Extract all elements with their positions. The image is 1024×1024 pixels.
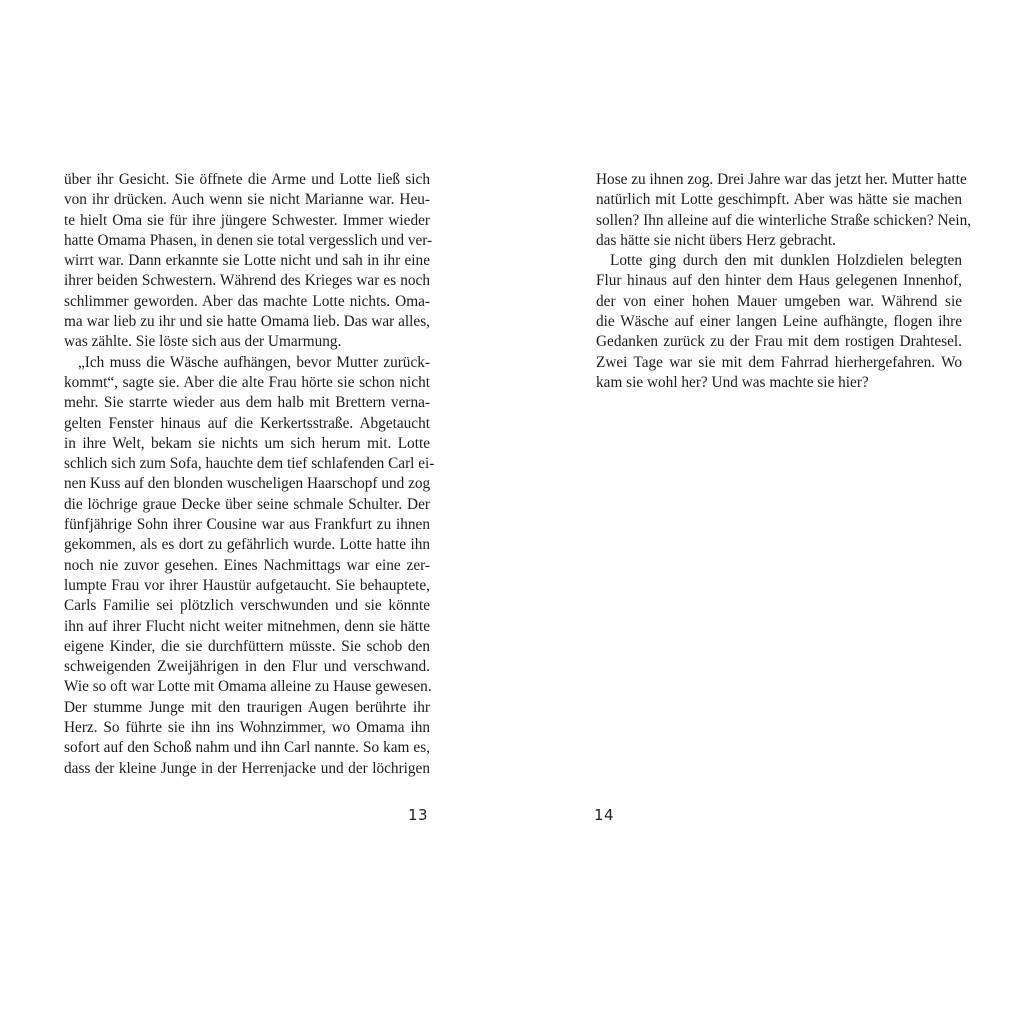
text-line: nen Kuss auf den blonden wuscheligen Haarschopf und zog: [64, 475, 431, 493]
text-line: gekommen, als es dort zu gefährlich wurde. Lotte hatte ihn: [64, 536, 430, 554]
text-line: schlimmer geworden. Aber das machte Lotte nichts. Oma-: [64, 292, 430, 310]
text-line: sofort auf den Schoß nahm und ihn Carl nannte. So kam es,: [64, 739, 430, 757]
text-line: Gedanken zurück zu der Frau mit dem rostigen Drahtesel.: [596, 333, 962, 351]
text-line: dass der kleine Junge in der Herrenjacke und der löchrigen: [64, 759, 430, 777]
text-line: Wie so oft war Lotte mit Omama alleine zu Hause gewesen.: [64, 678, 432, 696]
text-line: hatte Omama Phasen, in denen sie total vergesslich und ver-: [64, 231, 433, 249]
text-line: sollen? Ihn alleine auf die winterliche Straße schicken? Nein,: [596, 211, 972, 229]
right-page-text: [596, 170, 972, 393]
text-line: in ihre Welt, bekam sie nichts um sich herum mit. Lotte: [64, 434, 430, 452]
page-number-left: 13: [408, 806, 429, 824]
text-line: noch nie zuvor gesehen. Eines Nachmittags war eine zer-: [64, 556, 430, 574]
text-line: Herz. So führte sie ihn ins Wohnzimmer, wo Omama ihn: [64, 719, 430, 737]
text-line: von ihr drücken. Auch wenn sie nicht Marianne war. Heu-: [64, 191, 430, 209]
text-line: Der stumme Junge mit den traurigen Augen berührte ihr: [64, 698, 430, 716]
text-line: schweigenden Zweijährigen in den Flur und verschwand.: [64, 658, 430, 676]
text-line: fünfjährige Sohn ihrer Cousine war aus Frankfurt zu ihnen: [64, 516, 430, 534]
text-line: die löchrige graue Decke über seine schmale Schulter. Der: [64, 495, 430, 513]
text-line: Lotte ging durch den mit dunklen Holzdielen belegten: [610, 252, 962, 270]
text-line: der von einer hohen Mauer umgeben war. Während sie: [596, 292, 962, 310]
text-line: ma war lieb zu ihr und sie hatte Omama lieb. Das war alles,: [64, 313, 430, 331]
text-line: gelten Fenster hinaus auf die Kerkertsstraße. Abgetaucht: [64, 414, 430, 432]
text-line: kam sie wohl her? Und was machte sie hier?: [596, 373, 869, 391]
text-line: lumpte Frau vor ihrer Haustür aufgetaucht. Sie behauptete,: [64, 576, 430, 594]
text-line: was zählte. Sie löste sich aus der Umarmung.: [64, 333, 342, 351]
text-line: Zwei Tage war sie mit dem Fahrrad hierhergefahren. Wo: [596, 353, 962, 371]
text-line: eigene Kinder, die sie durchfüttern müsste. Sie schob den: [64, 637, 430, 655]
text-line: Hose zu ihnen zog. Drei Jahre war das jetzt her. Mutter hatte: [596, 171, 967, 188]
text-line: wirrt war. Dann erkannte sie Lotte nicht und sah in ihr eine: [64, 252, 430, 270]
text-line: mehr. Sie starrte wieder aus dem halb mit Brettern verna-: [64, 394, 430, 412]
text-line: „Ich muss die Wäsche aufhängen, bevor Mutter zurück-: [78, 353, 430, 371]
text-line: natürlich mit Lotte geschimpft. Aber was hätte sie machen: [596, 191, 962, 209]
text-line: Flur hinaus auf den hinter dem Haus gelegenen Innenhof,: [596, 272, 962, 290]
left-page-text: [64, 170, 435, 779]
text-line: ihrer beiden Schwestern. Während des Krieges war es noch: [64, 272, 430, 290]
text-line: kommt“, sagte sie. Aber die alte Frau hörte sie schon nicht: [64, 373, 430, 391]
text-line: das hätte sie nicht übers Herz gebracht.: [596, 231, 836, 249]
page-number-right: 14: [594, 806, 615, 824]
text-line: über ihr Gesicht. Sie öffnete die Arme und Lotte ließ sich: [64, 171, 430, 188]
text-line: schlich sich zum Sofa, hauchte dem tief schlafenden Carl ei-: [64, 455, 435, 473]
text-line: te hielt Oma sie für ihre jüngere Schwester. Immer wieder: [64, 211, 430, 229]
text-line: ihn auf ihrer Flucht nicht weiter mitnehmen, denn sie hätte: [64, 617, 430, 635]
text-line: Carls Familie sei plötzlich verschwunden und sie könnte: [64, 597, 430, 615]
text-line: die Wäsche auf einer langen Leine aufhängte, flogen ihre: [596, 313, 962, 331]
